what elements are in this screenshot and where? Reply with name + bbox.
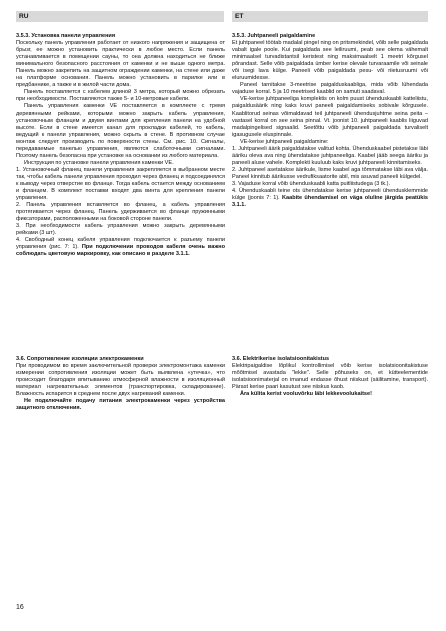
- list-item: 1. Установочный фланец панели управления закрепляется в выбранном месте так, чтобы кабель панели управления проходил через фланец и подсоединялся к выводу через отверстие во фланце. Тогда кабель остается между основанием и фланцем. В комплект поставки входят два винта для крепления панели управления.: [16, 166, 225, 202]
- list-item: [16, 237, 225, 258]
- section-36-et: [232, 356, 428, 398]
- warning-text: При подключении проводов кабеля очень важно соблюдать цветовую маркировку, как описано в разделе 3.1.1.: [16, 244, 225, 258]
- warning-text: Kaabite ühendamisel on väga oluline järgida peatükis 3.1.1.: [232, 195, 428, 209]
- paragraph: Et juhtpaneel töötab madalal pingel ning on pritsmekindel, võib selle paigaldada vabalt igale poole. Kui paigaldada see leiliruumi, peab see olema vähemalt minimaalsel turvadistantsil keristest ning maksimaalselt 1 meetri kõrgusel põrandast. Selle võib paigaldada ümber kerise olevale turvaraamile või seinale või isegi lava külge. Paneeli võib paigaldada pesu- või riietusruumi või eluruumidesse.: [232, 40, 428, 82]
- list-item-text: 4. Свободный конец кабеля управления подключается к разъему панели управления (рис. 7: 1).: [16, 237, 225, 251]
- paragraph: Инструкция по установке панели управления каменки VE.: [24, 159, 174, 166]
- section-heading: 3.5.3. Установка панели управления: [16, 33, 116, 39]
- paragraph: VE-kerise juhtpaneeliga komplektis on kolm puust ühenduskaabli katteliistu, paigaldusäärik ning kaks kruvi paneeli paigaldamiseks sobivale kõrgusele. Kaablitorud seinas võimaldavad teil juhtpaneeli ühendusjuhtme seina peita – vastasel korral on see seina pinnal. Vt. joonist 10. juhtpaneeli kaablis liiguvad madalpingelised signaalid. Seetõttu võib juhtpaneeli paigaldada turvaliselt igasugusele eluspinnale.: [232, 96, 428, 138]
- language-label-et: ET: [235, 13, 244, 20]
- paragraph: Elektripaigaldise lõplikul kontrollimisel võib kerise isolatsioonitakistuse mõõtmisel avastada "lekke". Selle põhuseks on, et kütteelementide isolatsioonimaterjal on imanud endasse õhust niiskust (säilitamine, transport). Pärast kerise paari kasutust see niiskus kaob.: [232, 363, 428, 391]
- list-item: 3. Vajaduse korral võib ühenduskaabli katta puitliistudega (3 tk.).: [232, 180, 391, 187]
- paragraph: Панель поставляется с кабелем длиной 3 метра, который можно обрезать при необходимости. Поставляются также 5- и 10-метровые кабели.: [16, 89, 225, 103]
- language-bar-ru: [16, 11, 224, 22]
- paragraph: Поскольку панель управления работает от низкого напряжения и защищена от брызг, ее можно установить практически в любое место. Если панель устанавливается в помещении сауны, то она должна находиться не ближе минимального безопасного расстояния от каменки и не выше одного метра. Панель можно закрепить на защитном ограждении каменки, на стене или даже на платформе основания. Панель можно установить в парилке или в предбаннике, а также и в жилой части дома.: [16, 40, 225, 89]
- language-label-ru: RU: [19, 13, 29, 20]
- list-item-text: 4. Ühenduskaabli teine ots ühendatakse kerise juhtpaneeli ühendusklemmide külge (joonis 7: 1).: [232, 188, 428, 202]
- page-number: 16: [16, 604, 24, 611]
- warning-text: Ära külita kerist vooluvõrku läbi lekkevoolukaitse!: [240, 391, 372, 398]
- list-item: 2. Juhtpaneel asetatakse äärikule, lisme kaabel aga tõmmatakse läbi ava välja. Paneel kinnitub äärikusse vedrufiksaatorite abil, mis asuvad paneeli külgedel.: [232, 166, 428, 180]
- paragraph: Paneel tarnitakse 3-meetrise paigalduskaabliga, mida võib lühendada vajaduse korral. 5 ja 10 meetrised kaablid on samuti saadaval.: [232, 82, 428, 96]
- section-heading: 3.5.3. Juhtpaneeli paigaldamine: [232, 33, 316, 39]
- section-36-ru: [16, 356, 225, 412]
- paragraph: Панель управления каменки VE поставляется в комплекте с тремя деревянными рейками, которыми можно закрыть кабель управления, установочным фланцем и двумя винтами для крепления панели на удобной высоте. Если в стене имеется канал для прокладки кабелей, то кабель, ведущий к панели управления, можно скрыть в стене. В противном случае монтаж следует производить по поверхности стены. См. рис. 10. Сигналы, передаваемые панелью управления, являются слаботочными сигналами. Поэтому панель безопасна при установке на основании из любого материала.: [16, 103, 225, 159]
- paragraph: При проводимом во время заключительной проверки электромонтажа каменки измерении сопротивления изоляции может быть выявлена «утечка», что происходит благодаря впитыванию атмосферной влажности в изоляционный материал нагревательных элементов (транспортировка, складирование). Влажность испарится в среднем после двух нагреваний каменки.: [16, 363, 225, 398]
- warning-text: Не подключайте подачу питания электрокаменки через устройства защитного отключения.: [16, 398, 225, 412]
- list-item: 1. Juhtpaneeli äärik paigaldatakse valitud kohta. Ühenduskaabel pistetakse läbi ääriku oleva ava ning ühendatakse juhtpaneeliga. Kaabel jääb seega ääriku ja paneeli aluse vahele. Komplekti kuuluub kaks kruvi juhtpaneeli kinnitamiseks.: [232, 145, 428, 166]
- section-heading: 3.6. Elektrikerise isolatsioonitakistus: [232, 356, 330, 362]
- section-353-et: [232, 33, 428, 209]
- paragraph: VE-kerise juhtpaneeli paigaldamine:: [240, 138, 329, 145]
- list-item: 3. При необходимости кабель управления можно закрыть деревянными рейками (3 шт).: [16, 223, 225, 237]
- section-heading: 3.6. Сопротивление изоляции электрокаменки: [16, 356, 144, 362]
- language-bar-et: [232, 11, 428, 22]
- list-item: 2. Панель управления вставляется во фланец, а кабель управления протягивается через фланец. Панель удерживается во фланце пружинными фиксаторами, расположенными на боковой стороне панели.: [16, 202, 225, 223]
- list-item: [232, 188, 428, 209]
- section-353-ru: [16, 33, 225, 259]
